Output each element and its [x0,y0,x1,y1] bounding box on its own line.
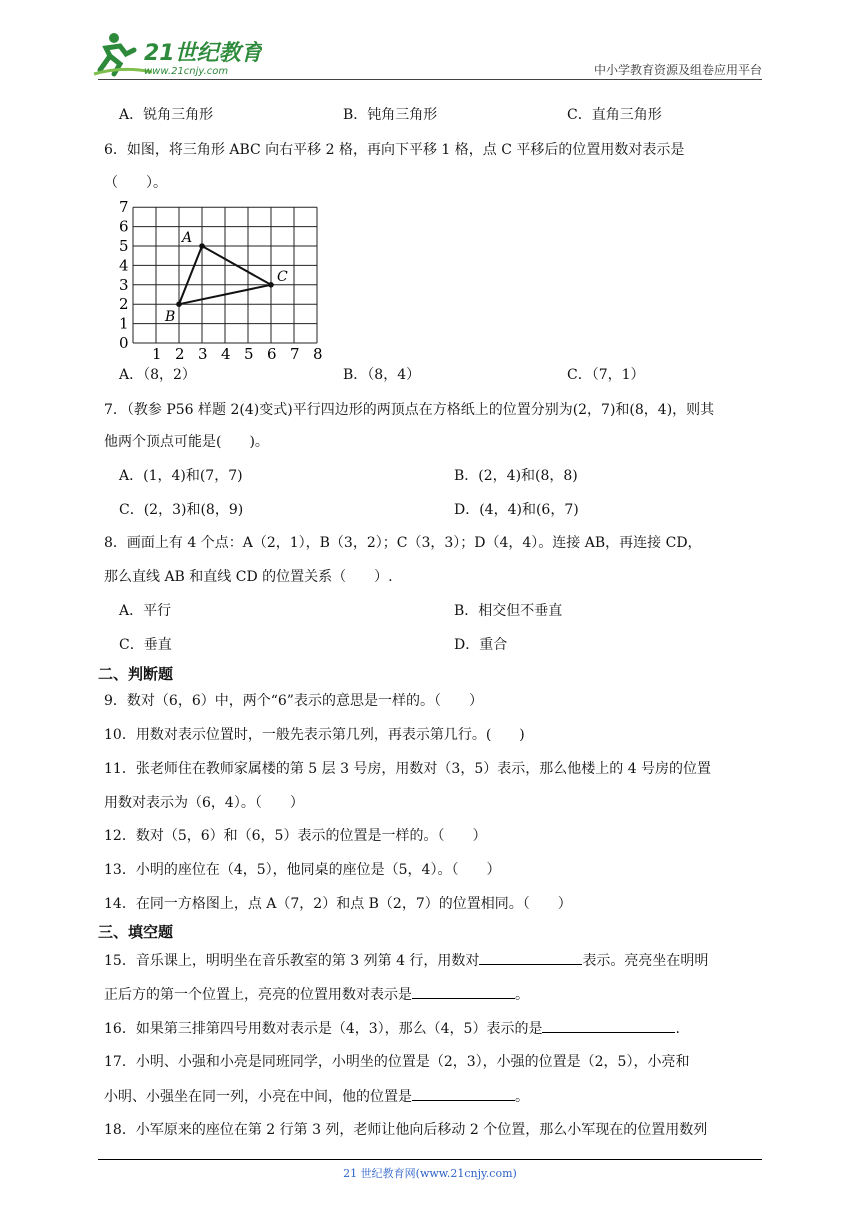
q18-line1: 18．小军原来的座位在第 2 行第 3 列，老师让他向后移动 2 个位置，那么小军现在的位置用数列 [104,1122,708,1138]
q15-line2 [104,984,529,1005]
q9-text: 9．数对（6，6）中，两个“6”表示的意思是一样的。（ ） [104,693,483,709]
q5-option-a: A．锐角三角形 [119,107,214,123]
q7-line1: 7．（教参 P56 样题 2(4)变式)平行四边形的两顶点在方格纸上的位置分别为(2，7)和(8，4)，则其 [104,402,715,418]
x-tick-label: 6 [267,345,277,360]
q8-line2: 那么直线 AB 和直线 CD 的位置关系（ ）. [104,569,393,585]
q8-line1: 8．画面上有 4 个点：A（2，1），B（3，2）；C（3，3）；D（4，4）。连接 AB，再连接 CD， [104,535,702,551]
y-tick-label: 5 [119,237,129,255]
q17-line2 [104,1086,529,1107]
q8-option-c: C．垂直 [119,637,172,653]
x-tick-label: 4 [221,345,231,360]
vertex-point-b [176,301,182,307]
x-tick-label: 1 [152,345,162,360]
q16-blank[interactable] [542,1018,675,1033]
q7-option-c: C．(2，3)和(8，9) [119,502,244,518]
site-logo [92,30,262,80]
q10-text: 10．用数对表示位置时，一般先表示第几列，再表示第几行。( ) [104,727,525,743]
q15-text-c: 正后方的第一个位置上，亮亮的位置用数对表示是 [104,987,412,1003]
footer-site-text: 21 世纪教育网(www.21cnjy.com) [343,1167,517,1180]
q5-option-c: C．直角三角形 [567,107,662,123]
q15-blank-2[interactable] [412,984,515,999]
y-tick-label: 6 [119,217,129,236]
q17-text-b: 。 [515,1089,529,1105]
svg-text:www.21cnjy.com: www.21cnjy.com [144,66,229,77]
x-tick-label: 5 [244,345,254,360]
q6-option-b: B．（8，4） [343,367,421,383]
q17-text-a: 小明、小强坐在同一列，小亮在中间，他的位置是 [104,1089,412,1105]
x-tick-label: 7 [290,345,300,360]
vertex-point-c [268,282,274,288]
q11-line1: 11．张老师住在教师家属楼的第 5 层 3 号房，用数对（3，5）表示，那么他楼上的 4 号房的位置 [104,761,712,777]
q7-line2: 他两个顶点可能是( )。 [104,434,269,450]
q6-line1: 6．如图，将三角形 ABC 向右平移 2 格，再向下平移 1 格，点 C 平移后的位置用数对表示是 [104,142,685,158]
y-tick-label: 3 [119,275,129,294]
x-tick-label: 8 [313,345,323,360]
q15-text-a: 15．音乐课上，明明坐在音乐教室的第 3 列第 4 行，用数对 [104,953,480,969]
y-tick-label: 1 [119,314,129,333]
q6-option-c: C．（7，1） [567,367,645,383]
q17-line1: 17．小明、小强和小亮是同班同学，小明坐的位置是（2，3），小强的位置是（2，5），小亮和 [104,1054,690,1070]
x-tick-label: 3 [198,345,208,360]
q16-text-b: . [675,1021,680,1037]
q15-text-b: 表示。亮亮坐在明明 [582,953,709,969]
vertex-point-a [199,243,205,249]
footer-divider [98,1159,762,1160]
q8-option-a: A．平行 [119,603,172,619]
coordinate-grid-figure [113,195,328,364]
y-tick-label: 2 [119,295,129,314]
vertex-label-b: B [165,309,176,326]
header-platform-text: 中小学教育资源及组卷应用平台 [593,63,762,77]
vertex-label-a: A [182,230,193,246]
x-tick-label: 2 [175,345,185,360]
q8-option-b: B．相交但不垂直 [454,603,563,619]
q5-option-b: B．钝角三角形 [343,107,438,123]
q7-option-a: A．(1，4)和(7，7) [119,468,243,484]
y-tick-label: 7 [119,198,129,217]
q11-line2: 用数对表示为（6，4）。（ ） [104,795,304,811]
q12-text: 12．数对（5，6）和（6，5）表示的位置是一样的。（ ） [104,828,487,844]
q16-text-a: 16．如果第三排第四号用数对表示是（4，3），那么（4，5）表示的是 [104,1021,543,1037]
svg-text:21世纪教育: 21世纪教育 [144,41,262,66]
q6-line2: （ ）。 [104,175,167,191]
q14-text: 14．在同一方格图上，点 A（7，2）和点 B（2，7）的位置相同。（ ） [104,896,572,912]
q15-text-d: 。 [515,987,529,1003]
section-judgment-title: 二、判断题 [98,665,174,683]
q6-option-a: A．（8，2） [119,367,196,383]
q13-text: 13．小明的座位在（4，5），他同桌的座位是（5，4）。（ ） [104,862,501,878]
y-tick-label: 0 [119,334,129,352]
q7-option-b: B．(2，4)和(8，8) [454,468,578,484]
vertex-label-c: C [277,268,288,285]
q7-option-d: D．(4，4)和(6，7) [454,502,579,518]
q17-blank[interactable] [412,1086,515,1101]
section-fill-title: 三、填空题 [98,923,174,941]
q15-blank-1[interactable] [479,950,582,965]
q15-line1 [104,950,708,971]
header-divider [98,79,762,80]
q8-option-d: D．重合 [454,637,508,653]
q16-line [104,1018,680,1039]
y-tick-label: 4 [119,256,129,275]
